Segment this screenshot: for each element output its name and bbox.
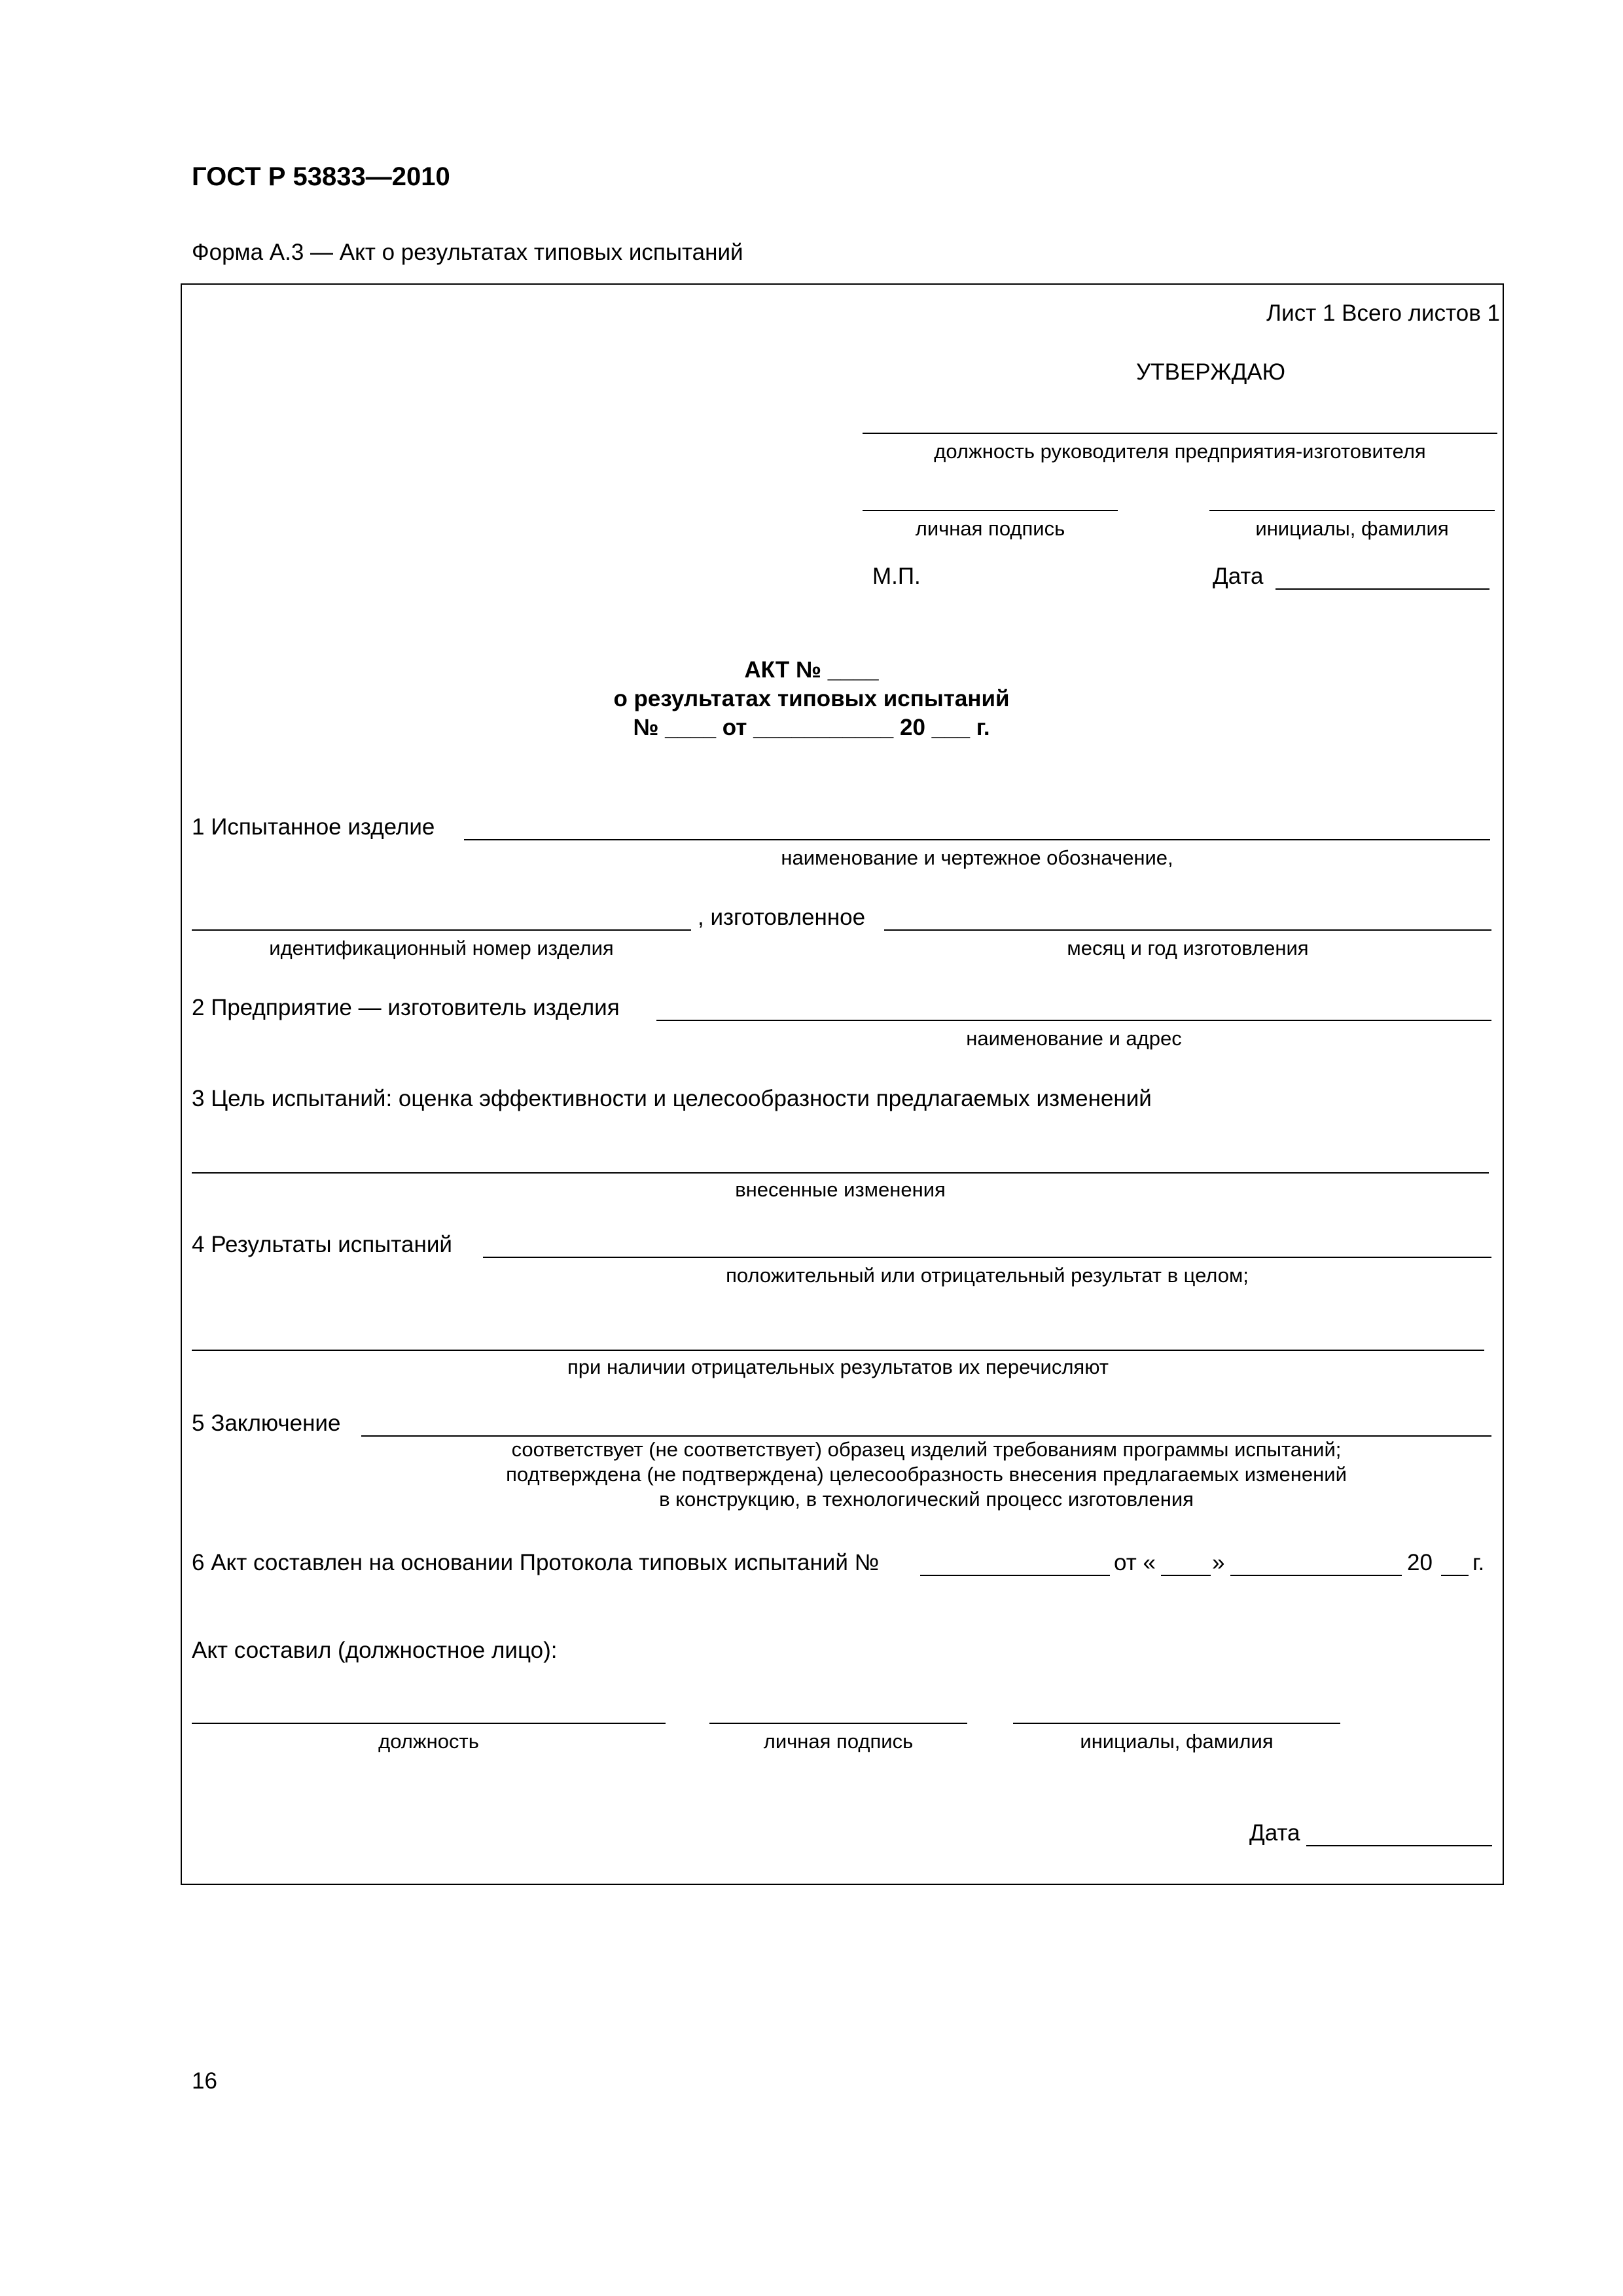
approve-heading: УТВЕРЖДАЮ [1136,359,1285,385]
negative-results-caption: при наличии отрицательных результатов их перечисляют [567,1355,1109,1378]
act-subtitle: о результатах типовых испытаний [613,686,1010,711]
conclusion-field[interactable] [361,1435,1491,1437]
tested-product-caption: наименование и чертежное обозначение, [781,846,1173,869]
protocol-basis-label: 6 Акт составлен на основании Протокола типовых испытаний № [192,1550,880,1575]
manufacturer-caption: наименование и адрес [966,1027,1182,1050]
approval-date-field[interactable] [1275,588,1489,590]
sheet-info: Лист 1 Всего листов 1 [1266,300,1500,326]
protocol-day-field[interactable] [1161,1575,1211,1576]
protocol-from-label: от « [1114,1550,1156,1575]
approval-date-label: Дата [1213,564,1264,589]
official-name-caption: инициалы, фамилия [1080,1730,1274,1753]
manufactured-label: , изготовленное [698,905,866,930]
conclusion-caption-line: в конструкцию, в технологический процесс изготовления [659,1488,1194,1511]
protocol-close-quote: » [1212,1550,1225,1575]
act-title: АКТ № ____ [744,657,879,683]
act-date-field[interactable] [1306,1845,1492,1846]
official-signature-field[interactable] [709,1723,967,1724]
conclusion-label: 5 Заключение [192,1410,341,1436]
official-position-field[interactable] [192,1723,666,1724]
changes-field[interactable] [192,1172,1489,1174]
manager-name-field[interactable] [1209,510,1495,511]
tested-product-field[interactable] [464,839,1490,840]
test-results-field[interactable] [483,1257,1491,1258]
act-number-date: № ____ от ___________ 20 ___ г. [633,715,990,740]
official-signature-caption: личная подпись [763,1730,914,1753]
form-caption: Форма А.3 — Акт о результатах типовых испытаний [192,240,743,265]
manufacture-date-field[interactable] [884,929,1491,931]
protocol-year-label: 20 [1407,1550,1433,1575]
changes-caption: внесенные изменения [735,1178,946,1201]
protocol-year-suffix: г. [1472,1550,1485,1575]
test-results-label: 4 Результаты испытаний [192,1232,452,1257]
protocol-year-field[interactable] [1441,1575,1469,1576]
manufacturer-field[interactable] [656,1020,1491,1021]
official-name-field[interactable] [1013,1723,1340,1724]
official-position-caption: должность [378,1730,479,1753]
test-results-caption: положительный или отрицательный результат в целом; [726,1264,1249,1287]
negative-results-field[interactable] [192,1350,1484,1351]
page-number: 16 [192,2068,217,2094]
protocol-month-field[interactable] [1230,1575,1402,1576]
manager-signature-caption: личная подпись [915,517,1065,540]
manufacture-date-caption: месяц и год изготовления [1067,937,1309,960]
manager-position-caption: должность руководителя предприятия-изготовителя [934,440,1426,463]
stamp-place: М.П. [872,564,921,589]
test-goal-label: 3 Цель испытаний: оценка эффективности и целесообразности предлагаемых изменений [192,1086,1152,1111]
product-id-caption: идентификационный номер изделия [269,937,614,960]
standard-number: ГОСТ Р 53833—2010 [192,162,450,191]
manager-signature-field[interactable] [863,510,1118,511]
compiled-by-label: Акт составил (должностное лицо): [192,1638,558,1663]
manager-name-caption: инициалы, фамилия [1255,517,1449,540]
manufacturer-label: 2 Предприятие — изготовитель изделия [192,995,620,1020]
conclusion-caption-line: соответствует (не соответствует) образец изделий требованиям программы испытаний; [511,1438,1342,1461]
protocol-number-field[interactable] [920,1575,1110,1576]
act-date-label: Дата [1249,1820,1300,1846]
manager-position-field[interactable] [863,433,1497,434]
product-id-field[interactable] [192,929,691,931]
tested-product-label: 1 Испытанное изделие [192,814,435,840]
conclusion-caption-line: подтверждена (не подтверждена) целесообразность внесения предлагаемых изменений [506,1463,1347,1486]
